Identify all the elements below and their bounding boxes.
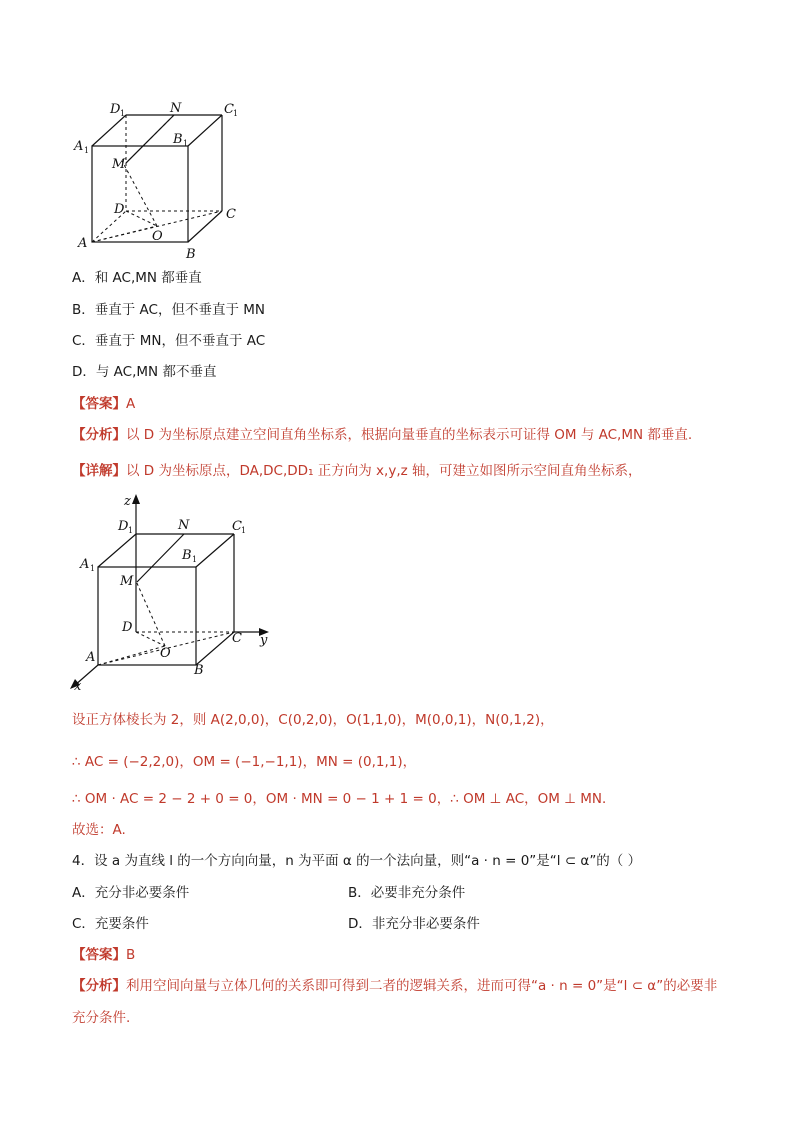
option-a: A．和 AC,MN 都垂直 bbox=[72, 270, 202, 286]
q4-analysis-cont: 充分条件. bbox=[72, 1010, 131, 1026]
calc-line-2: ∴ AC = (−2,2,0)，OM = (−1,−1,1)，MN = (0,1,1)， bbox=[72, 754, 417, 770]
label-D: D bbox=[114, 202, 125, 217]
label-N: N bbox=[178, 518, 190, 533]
svg-text:1: 1 bbox=[84, 146, 90, 155]
label-A1: A bbox=[80, 557, 90, 572]
svg-text:1: 1 bbox=[90, 564, 96, 573]
calc-line-1: 设正方体棱长为 2，则 A(2,0,0)，C(0,2,0)，O(1,1,0)，M(0,0,1)，N(0,1,2)， bbox=[72, 712, 554, 728]
label-D1: D bbox=[110, 102, 121, 117]
analysis-q3: 【分析】以 D 为坐标原点建立空间直角坐标系，根据向量垂直的坐标表示可证得 OM 与 AC,MN 都垂直. bbox=[72, 427, 693, 443]
answer-q3: 【答案】A bbox=[72, 396, 136, 412]
q4-option-c: C．充要条件 bbox=[72, 916, 149, 932]
cube-figure-2 bbox=[60, 490, 290, 695]
option-b: B．垂直于 AC，但不垂直于 MN bbox=[72, 302, 266, 318]
label-D: D bbox=[122, 620, 133, 635]
detail-q3: 【详解】以 D 为坐标原点，DA,DC,DD₁ 正方向为 x,y,z 轴，可建立如图所示空间直角坐标系， bbox=[72, 463, 642, 479]
label-y: y bbox=[260, 633, 268, 648]
label-B1: B bbox=[173, 132, 183, 147]
label-D1: D bbox=[118, 519, 129, 534]
conclusion: 故选：A. bbox=[72, 822, 126, 838]
label-N: N bbox=[170, 101, 182, 116]
svg-text:1: 1 bbox=[120, 109, 126, 118]
label-C: C bbox=[232, 631, 242, 646]
label-M: M bbox=[112, 157, 126, 172]
label-C: C bbox=[226, 207, 236, 222]
svg-text:1: 1 bbox=[192, 555, 198, 564]
label-A: A bbox=[78, 236, 88, 251]
q4-analysis: 【分析】利用空间向量与立体几何的关系即可得到二者的逻辑关系，进而可得“a · n = 0”是“l ⊂ α”的必要非 bbox=[72, 978, 718, 994]
option-d: D．与 AC,MN 都不垂直 bbox=[72, 364, 217, 380]
q4-answer: 【答案】B bbox=[72, 947, 136, 963]
label-O: O bbox=[160, 646, 171, 661]
label-C1: C bbox=[224, 102, 234, 117]
label-x: x bbox=[74, 679, 82, 694]
cube-figure-1 bbox=[60, 92, 260, 262]
label-M: M bbox=[120, 574, 134, 589]
label-B: B bbox=[186, 247, 196, 262]
q4-option-a: A．充分非必要条件 bbox=[72, 885, 190, 901]
label-A1: A bbox=[74, 139, 84, 154]
q4-option-b: B．必要非充分条件 bbox=[348, 885, 466, 901]
label-C1: C bbox=[232, 519, 242, 534]
calc-line-3: ∴ OM · AC = 2 − 2 + 0 = 0，OM · MN = 0 − 1 + 1 = 0，∴ OM ⊥ AC，OM ⊥ MN． bbox=[72, 791, 616, 807]
label-O: O bbox=[152, 229, 163, 244]
svg-text:1: 1 bbox=[183, 139, 189, 148]
label-A: A bbox=[86, 650, 96, 665]
svg-text:1: 1 bbox=[128, 526, 134, 535]
q4-option-d: D．非充分非必要条件 bbox=[348, 916, 480, 932]
label-z: z bbox=[124, 494, 131, 509]
label-B1: B bbox=[182, 548, 192, 563]
svg-text:1: 1 bbox=[241, 526, 247, 535]
cube-front-face bbox=[98, 567, 196, 665]
label-B: B bbox=[194, 663, 204, 678]
q4-stem: 4．设 a 为直线 l 的一个方向向量，n 为平面 α 的一个法向量，则“a · n = 0”是“l ⊂ α”的（ ） bbox=[72, 853, 642, 869]
option-c: C．垂直于 MN，但不垂直于 AC bbox=[72, 333, 266, 349]
svg-text:1: 1 bbox=[233, 109, 239, 118]
